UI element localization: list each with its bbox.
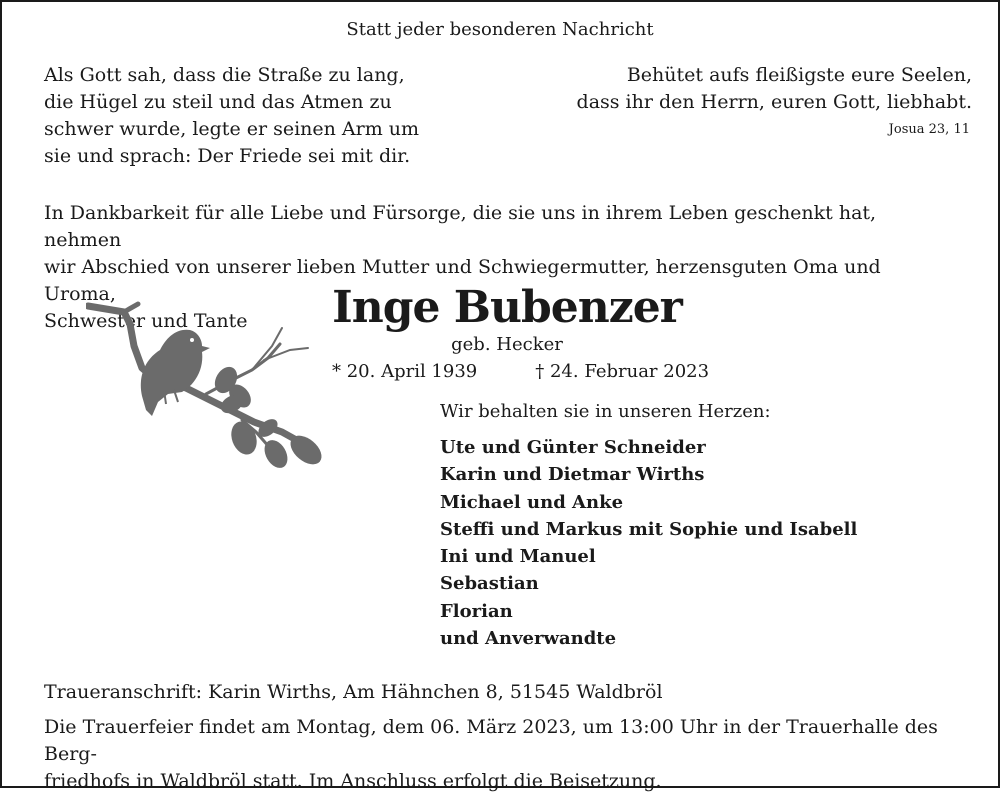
- list-item: Michael und Anke: [440, 491, 624, 513]
- verse-reference: Josua 23, 11: [888, 122, 970, 137]
- intro-line: In Dankbarkeit für alle Liebe und Fürsorge, die sie uns in ihrem Leben geschenkt hat, nehmen: [44, 202, 877, 251]
- poem-line: Als Gott sah, dass die Straße zu lang,: [44, 64, 405, 86]
- list-item: Sebastian: [440, 573, 539, 595]
- in-hearts-line: Wir behalten sie in unseren Herzen:: [440, 401, 771, 422]
- funeral-line: Die Trauerfeier findet am Montag, dem 06. März 2023, um 13:00 Uhr in der Trauerhalle des Berg-: [44, 716, 938, 765]
- life-dates: [332, 359, 712, 385]
- mourning-address: Traueranschrift: Karin Wirths, Am Hähnchen 8, 51545 Waldbröl: [44, 681, 663, 703]
- poem-left: [44, 62, 444, 170]
- list-item: und Anverwandte: [440, 628, 617, 650]
- family-list: [440, 434, 960, 652]
- list-item: Ini und Manuel: [440, 546, 596, 568]
- funeral-info: [44, 714, 964, 795]
- poem-line: schwer wurde, legte er seinen Arm um: [44, 118, 420, 140]
- verse-line: Behütet aufs fleißigste eure Seelen,: [626, 64, 972, 86]
- intro-line: wir Abschied von unserer lieben Mutter und Schwiegermutter, herzensguten Oma und Uroma,: [44, 256, 881, 305]
- list-item: Florian: [440, 600, 513, 622]
- verse-line: dass ihr den Herrn, euren Gott, liebhabt.: [576, 91, 972, 113]
- poem-line: die Hügel zu steil und das Atmen zu: [44, 91, 392, 113]
- deceased-name: Inge Bubenzer: [332, 282, 682, 333]
- list-item: Steffi und Markus mit Sophie und Isabell: [440, 518, 858, 540]
- poem-line: sie und sprach: Der Friede sei mit dir.: [44, 145, 411, 167]
- maiden-name: geb. Hecker: [451, 334, 563, 355]
- funeral-line: friedhofs in Waldbröl statt. Im Anschluss erfolgt die Beisetzung.: [44, 770, 662, 792]
- death-date: † 24. Februar 2023: [535, 361, 710, 382]
- list-item: Ute und Günter Schneider: [440, 437, 706, 458]
- list-item: Karin und Dietmar Wirths: [440, 464, 705, 486]
- header-line: Statt jeder besonderen Nachricht: [346, 19, 654, 40]
- intro-line: Schwester und Tante: [44, 310, 248, 332]
- birth-date: * 20. April 1939: [332, 361, 478, 382]
- bible-verse: [512, 62, 972, 116]
